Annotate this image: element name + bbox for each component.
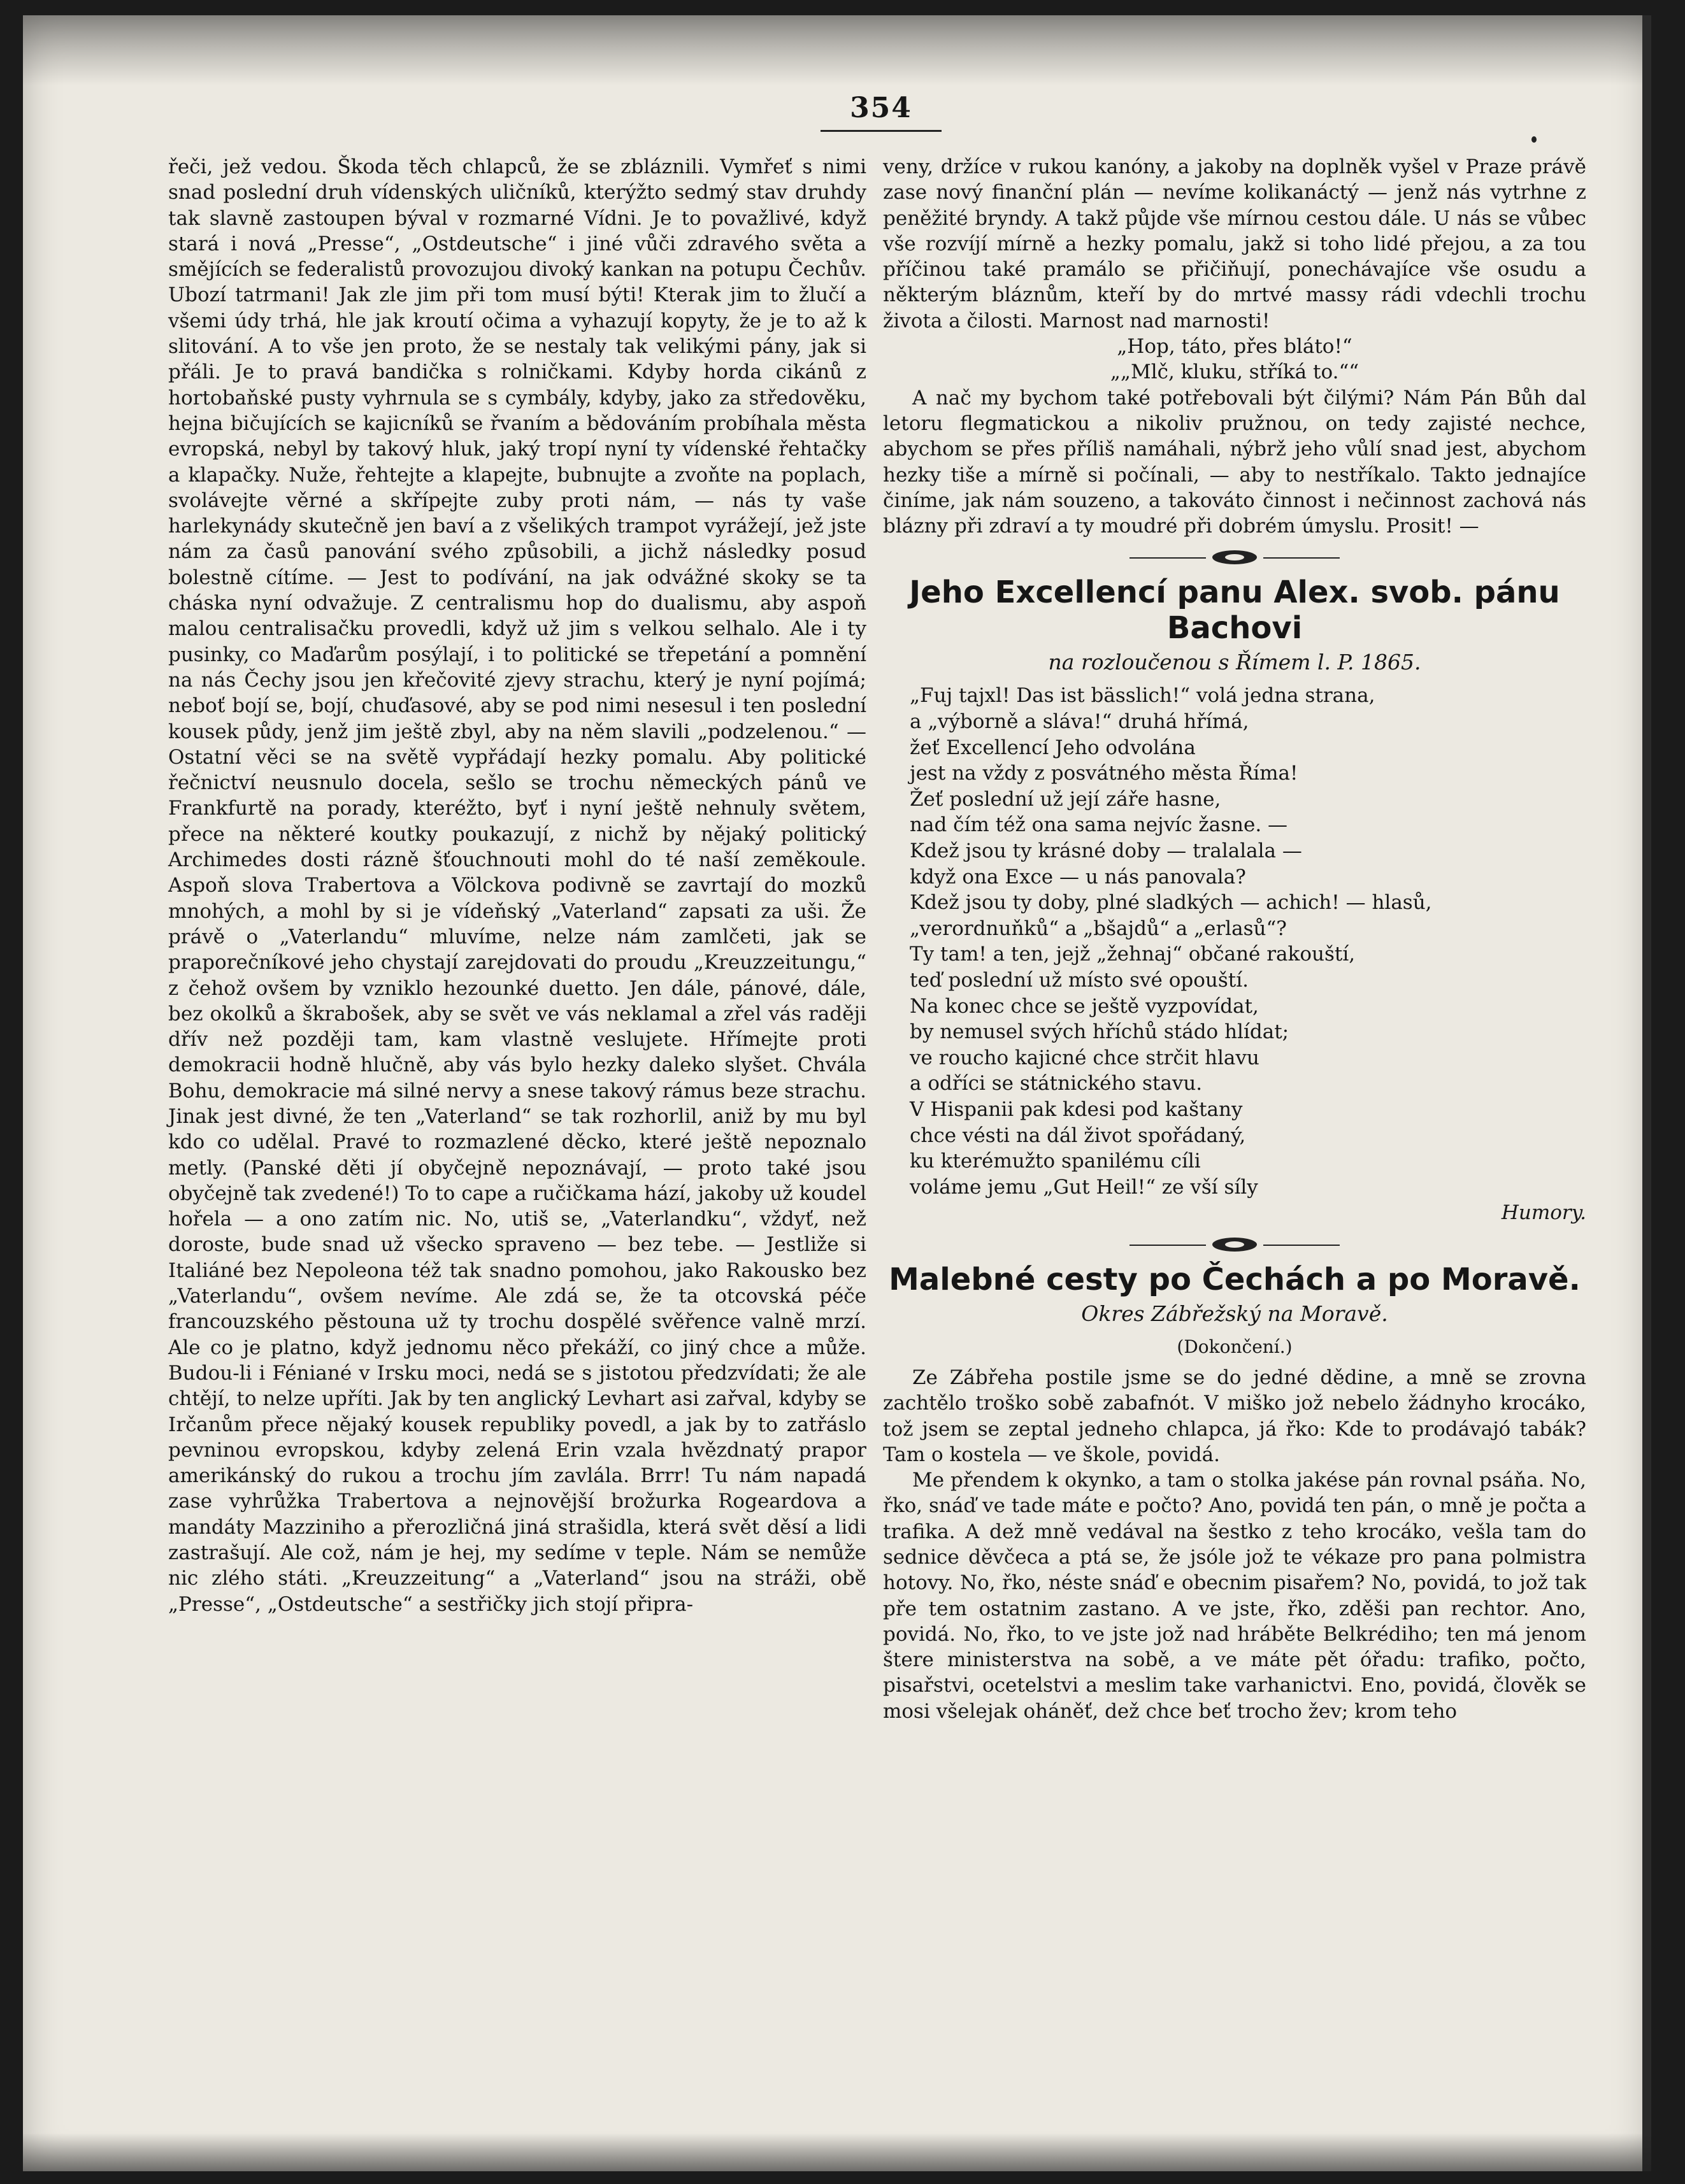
section-divider-2 — [1129, 1232, 1340, 1258]
section-divider-1 — [1129, 545, 1340, 571]
right-column — [883, 154, 1586, 1724]
scan-shadow-bottom — [23, 2133, 1651, 2171]
closing-paragraph: A nač my bychom také potřebovali být čilými? Nám Pán Bůh dal letoru flegmatickou a nikoliv pružnou, on tedy zajisté nechce, abychom se přes příliš namáhali, nýbrž jeho vůlí snad jest, abychom hezky tiše a mírně si počínali, — aby to nestříkalo. Takto jednajíce činíme, jak nám souzeno, a takováto činnost i nečinnost zachová nás blázny při zdraví a ty moudré při dobrém úmyslu. Prosit! — — [883, 386, 1586, 538]
poem-line: „verordnuňků“ a „bšajdů“ a „erlasů“? — [910, 917, 1287, 940]
divider-line-right — [1263, 557, 1340, 559]
poem-line: ve roucho kajicné chce strčit hlavu — [910, 1046, 1259, 1069]
scan-edge-right — [1642, 15, 1651, 2171]
poem-line: Kdež jsou ty doby, plné sladkých — achich! — hlasů, — [910, 891, 1432, 915]
page-number-rule — [821, 130, 942, 132]
poem-line: V Hispanii pak kdesi pod kaštany — [910, 1097, 1243, 1121]
poem-line: žeť Excellencí Jeho odvolána — [910, 736, 1196, 759]
divider-ornament — [1212, 1238, 1257, 1252]
left-column — [168, 154, 866, 1617]
divider-line-left — [1129, 557, 1206, 559]
article-title: Malebné cesty po Čechách a po Moravě. — [889, 1261, 1581, 1297]
article-note: (Dokončení.) — [1177, 1336, 1293, 1357]
poem-line: jest na vždy z posvátného města Říma! — [910, 762, 1298, 785]
poem-line: by nemusel svých hříchů stádo hlídat; — [910, 1020, 1289, 1044]
poem-line: a odříci se státnického stavu. — [910, 1072, 1203, 1096]
poem-line: „Fuj tajxl! Das ist bässlich!“ volá jedna strana, — [910, 684, 1375, 708]
poem-line: Ty tam! a ten, jejž „žehnaj“ občané rakouští, — [910, 943, 1356, 966]
quote-line-1: „Hop, táto, přes bláto!“ — [1117, 335, 1352, 359]
poem — [910, 683, 1586, 1200]
left-column-text: řeči, jež vedou. Škoda těch chlapců, že se zbláznili. Vymřeť s nimi snad poslední druh vídenských uličníků, kterýžto sedmý stav druhdy tak slavně zastoupen býval v rozmarné Vídni. Je to považlivé, když stará i nová „Presse“, „Ostdeutsche“ i jiné vůči zdravého světa a smějících se federalistů provozujou divoký kankan na potupu Čechův. Ubozí tatrmani! Jak zle jim při tom musí býti! Kterak jim to žlučí a všemi údy trhá, hle jak kroutí očima a vyhazují kopyty, že je to až k slitování. A to vše jen proto, že se nestaly tak velikými pány, jak si přáli. Je to pravá bandička s rolničkami. Kdyby horda cikánů z hortobaňské pusty vyhrnula se s cymbály, kdyby, jako za středověku, hejna bičujících se kajicníků se řvaním a bědováním probíhala města evropská, nebyl by takový hluk, jaký tropí nyní ty vídenské řehtačky a klapačky. Nuže, řehtejte a klapejte, bubnujte a zvoňte na poplach, svolávejte věrné a skřípejte zuby proti nám, — nás ty vaše harlekynády skutečně jen baví a z všelikých trampot vyrážejí, jež jste nám za časů panování svého způsobili, a jichž následky posud bolestně cítíme. — Jest to podívání, na jak odvážné skoky se ta cháska nyní odvažuje. Z centralismu hop do dualismu, aby aspoň malou centralisačku provedli, když už jim s velkou selhalo. Ale i ty pusinky, co Maďarům posýlají, i to politické se třepetání a pomnění na nás Čechy jsou jen křečovité zjevy strachu, který je nyní pojímá; neboť bojí se, bojí, chuďasové, aby se pod nimi nesesul i ten poslední kousek půdy, jenž jim ještě zbyl, aby na něm slavili „podzelenou.“ — Ostatní věci se na světě vypřádají hezky pomalu. Aby politické řečnictví neusnulo docela, sešlo se trochu německých pánů ve Frankfurtě na porady, kteréžto, byť i nyní ještě nehnuly světem, přece na některé koutky poukazují, z nichž by nějaký politický Archimedes dosti rázně šťouchnouti mohl do té naší zeměkoule. Aspoň slova Trabertova a Völckova podivně se zavrtají do mozků mnohých, a mohl by si je vídeňský „Vaterland“ zapsati za uši. Že právě o „Vaterlandu“ mluvíme, nelze nám zamlčeti, jak se praporečníkové jeho chystají zarejdovati do proudu „Kreuzzeitungu,“ z čehož ovšem by vzniklo hezounké duetto. Jen dále, pánové, dále, bez okolků a škrabošek, aby se svět ve vás neklamal a zřel vás raději dřív než později tam, kam vlastně veslujete. Hřímejte proti demokracii hodně hlučně, aby vás bylo hezky daleko slyšet. Chvála Bohu, demokracie má silné nervy a snese takový rámus beze strachu. Jinak jest divné, že ten „Vaterland“ se tak rozhorlil, aniž by mu byl kdo co udělal. Pravé to rozmazlené děcko, které ještě nepoznalo metly. (Panské děti jí obyčejně nepoznávají, — proto také jsou obyčejně tak zvedené!) To to cape a ručičkama hází, jakoby už koudel hořela — a ono zatím nic. No, utiš se, „Vaterlandku“, vždyť, než doroste, bude snad už všecko spraveno — bez tebe. — Jestliže si Italiáné bez Nepoleona též tak snadno pomohou, jako Rakousko bez „Vaterlandu“, ovšem nevíme. Ale zdá se, že ta otcovská péče francouzského pěstouna už ty trochu dospělé svěřence valně mrzí. Ale co je platno, když jednomu něco překáží, co jiný chce a může. Budou-li i Féniané v Irsku moci, nedá se s jistotou předzvídati; že ale chtějí, to nelze upříti. Jak by ten anglický Levhart asi zařval, kdyby se Irčanům přece nějaký kousek republiky povedl, a jak by to zatřáslo pevninou evropskou, kdyby zelená Erin vzala hvězdnatý prapor amerikánský do rukou a trochu jím zavlála. Brrr! Tu nám napadá zase vyhrůžka Trabertova a nejnovější brožurka Rogeardova a mandáty Mazziniho a přerozličná jiná strašidla, která svět děsí a lidi zastrašují. Ale což, nám je hej, my sedíme v teple. Nám se nemůže nic zlého státi. „Kreuzzeitung“ a „Vaterland“ jsou na stráži, obě „Presse“, „Ostdeutsche“ a sestřičky jich stojí připra- — [168, 155, 866, 1616]
poem-line: Na konec chce se ještě vyzpovídat, — [910, 994, 1259, 1018]
scan-shadow-top — [23, 15, 1651, 85]
article-paragraph: Me přendem k okynko, a tam o stolka jakése pán rovnal psáňa. No, řko, snáď ve tade máte e počto? Ano, povidá ten pán, o mně je počta a trafika. A dež mně vedával na šestko z teho krocáko, vešla tam do sednice děvčeca a ptá se, že jsóle jož te vékaze pro pana polmistra hotovy. No, řko, néste snáď e obecnim pisařem? No, povidá, to jož tak pře tem ostatnim zastano. A ve jste, řko, zděši pan rechtor. Ano, povidá. No, řko, to ve jste jož nad hráběte Belkrédiho; ten má jenom štere ministerstva na sobě, a ve máte pět óřadu: trafiko, počto, pisařstvi, ocetelstvi a meslim take varhanictvi. Eno, povidá, člověk se mosi všelejak oháněť, dež chce beť trocho žev; krom teho — [883, 1469, 1586, 1723]
divider-line-left — [1129, 1245, 1206, 1246]
divider-line-right — [1263, 1245, 1340, 1246]
poem-line: Žeť poslední už její záře hasne, — [910, 787, 1221, 811]
article-subtitle: Okres Zábřežský na Moravě. — [1081, 1301, 1388, 1326]
article-paragraph: Ze Zábřeha postile jsme se do jedné dědine, a mně se zrovna zachtělo troško sobě zabafnót. V miško jož nebelo žádnyho krocáko, tož jsem se zeptal jedneho chlapca, já řko: Kde to prodávajó tabák? Tam o kostela — ve škole, povidá. — [883, 1366, 1586, 1466]
poem-title: Jeho Excellencí panu Alex. svob. pánu Bachovi — [909, 575, 1560, 646]
ink-speck — [1531, 136, 1537, 143]
poem-line: voláme jemu „Gut Heil!“ ze vší síly — [910, 1175, 1258, 1199]
poem-line: nad čím též ona sama nejvíc žasne. — — [910, 813, 1288, 837]
intro-paragraph: veny, držíce v rukou kanóny, a jakoby na doplněk vyšel v Praze právě zase nový finanční plán — nevíme kolikanáctý — jenž nás vytrhne z peněžité bryndy. A takž půjde vše mírnou cestou dále. U nás se vůbec vše rozvíjí mírně a hezky pomalu, jakž si toho lidé přejou, a za tou příčinou také pramálo se přičiňují, ponechávajíce vše osudu a některým bláznům, kteří by do mrtvé massy rádi vdechli trochu života a čilosti. Marnost nad marnosti! — [883, 155, 1586, 332]
poem-line: teď poslední už místo své opouští. — [910, 968, 1249, 992]
poem-line: a „výborně a sláva!“ druhá hřímá, — [910, 710, 1249, 734]
newspaper-page — [23, 15, 1651, 2171]
poem-line: když ona Exce — u nás panovala? — [910, 865, 1246, 889]
divider-ornament — [1212, 550, 1257, 564]
poem-line: ku kterémužto spanilému cíli — [910, 1150, 1201, 1173]
poem-signature: Humory. — [1501, 1201, 1586, 1225]
poem-subtitle: na rozloučenou s Římem l. P. 1865. — [1048, 650, 1421, 675]
quote-line-2: „„Mlč, kluku, stříká to.““ — [1110, 360, 1359, 384]
poem-line: Kdež jsou ty krásné doby — tralalala — — [910, 839, 1302, 863]
page-number: 354 — [850, 92, 912, 124]
poem-line: chce vésti na dál život spořádaný, — [910, 1124, 1246, 1147]
